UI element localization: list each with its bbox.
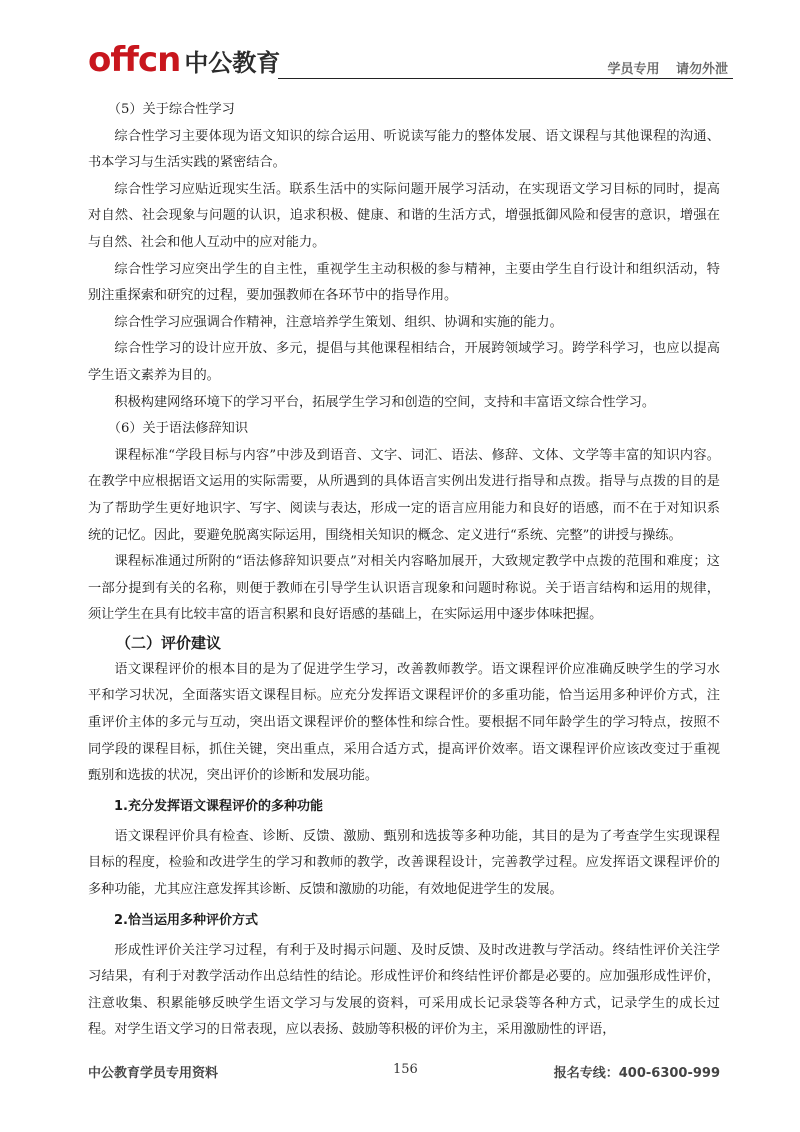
section-5-paragraph-5: 综合性学习的设计应开放、多元，提倡与其他课程相结合，开展跨领域学习。跨学科学习，也应以提高学生语文素养为目的。 bbox=[88, 341, 720, 383]
subheading-2: 2.恰当运用多种评价方式 bbox=[114, 912, 258, 928]
section-5-title: （5）关于综合性学习 bbox=[107, 102, 235, 117]
document-body bbox=[88, 97, 720, 1044]
section-5-paragraph-4: 综合性学习应强调合作精神，注意培养学生策划、组织、协调和实施的能力。 bbox=[114, 314, 563, 330]
header-divider bbox=[278, 78, 733, 79]
header-notice bbox=[607, 58, 728, 77]
section-5-paragraph-2: 综合性学习应贴近现实生活。联系生活中的实际问题开展学习活动，在实现语文学习目标的同时，提高对自然、社会现象与问题的认识，追求积极、健康、和谐的生活方式，增强抵御风险和侵害的意识，增强在与自然、社会和他人互动中的应对能力。 bbox=[88, 181, 720, 250]
footer-material-label: 中公教育学员专用资料 bbox=[88, 1066, 219, 1081]
section-6-paragraph-2: 课程标准通过所附的“语法修辞知识要点”对相关内容略加展开，大致规定教学中点拨的范围和难度；这一部分提到有关的名称，则便于教师在引导学生认识语言现象和问题时称说。关于语言结构和运用的规律，须让学生在具有比较丰富的语言积累和良好语感的基础上，在实际运用中逐步体味把握。 bbox=[88, 554, 720, 623]
evaluation-paragraph-1: 语文课程评价的根本目的是为了促进学生学习，改善教师教学。语文课程评价应准确反映学生的学习水平和学习状况，全面落实语文课程目标。应充分发挥语文课程评价的多重功能，恰当运用多种评价方式，注重评价主体的多元与互动，突出语文课程评价的整体性和综合性。要根据不同年龄学生的学习特点，按照不同学段的课程目标，抓住关键，突出重点，采用合适方式，提高评价效率。语文课程评价应该改变过于重视甄别和选拔的状况，突出评价的诊断和发展功能。 bbox=[88, 661, 720, 784]
subheading-1: 1.充分发挥语文课程评价的多种功能 bbox=[114, 798, 323, 814]
page-footer bbox=[88, 1062, 720, 1086]
page-header bbox=[88, 36, 728, 86]
logo-chinese-text: 中公教育 bbox=[184, 49, 281, 77]
section-5-paragraph-3: 综合性学习应突出学生的自主性，重视学生主动积极的参与精神，主要由学生自行设计和组织活动，特别注重探索和研究的过程，要加强教师在各环节中的指导作用。 bbox=[88, 261, 720, 304]
page-number: 156 bbox=[393, 1062, 418, 1077]
offcn-logo bbox=[88, 40, 280, 80]
subheading-2-paragraph: 形成性评价关注学习过程，有利于及时揭示问题、及时反馈、及时改进教与学活动。终结性评价关注学习结果，有利于对教学活动作出总结性的结论。形成性评价和终结性评价都是必要的。应加强形成性评价，注意收集、积累能够反映学生语文学习与发展的资料，可采用成长记录袋等各种方式，记录学生的成长过程。对学生语文学习的日常表现，应以表扬、鼓励等积极的评价为主，采用激励性的评语， bbox=[88, 942, 720, 1038]
section-5-paragraph-1: 综合性学习主要体现为语文知识的综合运用、听说读写能力的整体发展、语文课程与其他课程的沟通、书本学习与生活实践的紧密结合。 bbox=[88, 128, 720, 171]
subheading-1-paragraph: 语文课程评价具有检查、诊断、反馈、激励、甄别和选拔等多种功能，其目的是为了考查学生实现课程目标的程度，检验和改进学生的学习和教师的教学，改善课程设计，完善教学过程。应发挥语文课程评价的多种功能，尤其应注意发挥其诊断、反馈和激励的功能，有效地促进学生的发展。 bbox=[88, 828, 720, 898]
section-6-paragraph-1: 课程标准“学段目标与内容”中涉及到语音、文字、词汇、语法、修辞、文体、文学等丰富的知识内容。在教学中应根据语文运用的实际需要，从所遇到的具体语言实例出发进行指导和点拨。指导与点拨的目的是为了帮助学生更好地识字、写字、阅读与表达，形成一定的语言应用能力和良好的语感，而不在于对知识系统的记忆。因此，要避免脱离实际运用，围绕相关知识的概念、定义进行“系统、完整”的讲授与操练。 bbox=[88, 447, 720, 543]
evaluation-heading: （二）评价建议 bbox=[116, 633, 222, 652]
section-6-title: （6）关于语法修辞知识 bbox=[107, 421, 249, 437]
header-tag-students-only: 学员专用 bbox=[607, 62, 660, 77]
header-tag-confidential: 请勿外泄 bbox=[675, 62, 728, 77]
logo-latin-text: offcn bbox=[88, 40, 181, 80]
section-5-paragraph-6: 积极构建网络环境下的学习平台，拓展学生学习和创造的空间，支持和丰富语文综合性学习。 bbox=[114, 394, 656, 410]
footer-hotline: 报名专线：400-6300-999 bbox=[553, 1066, 720, 1081]
